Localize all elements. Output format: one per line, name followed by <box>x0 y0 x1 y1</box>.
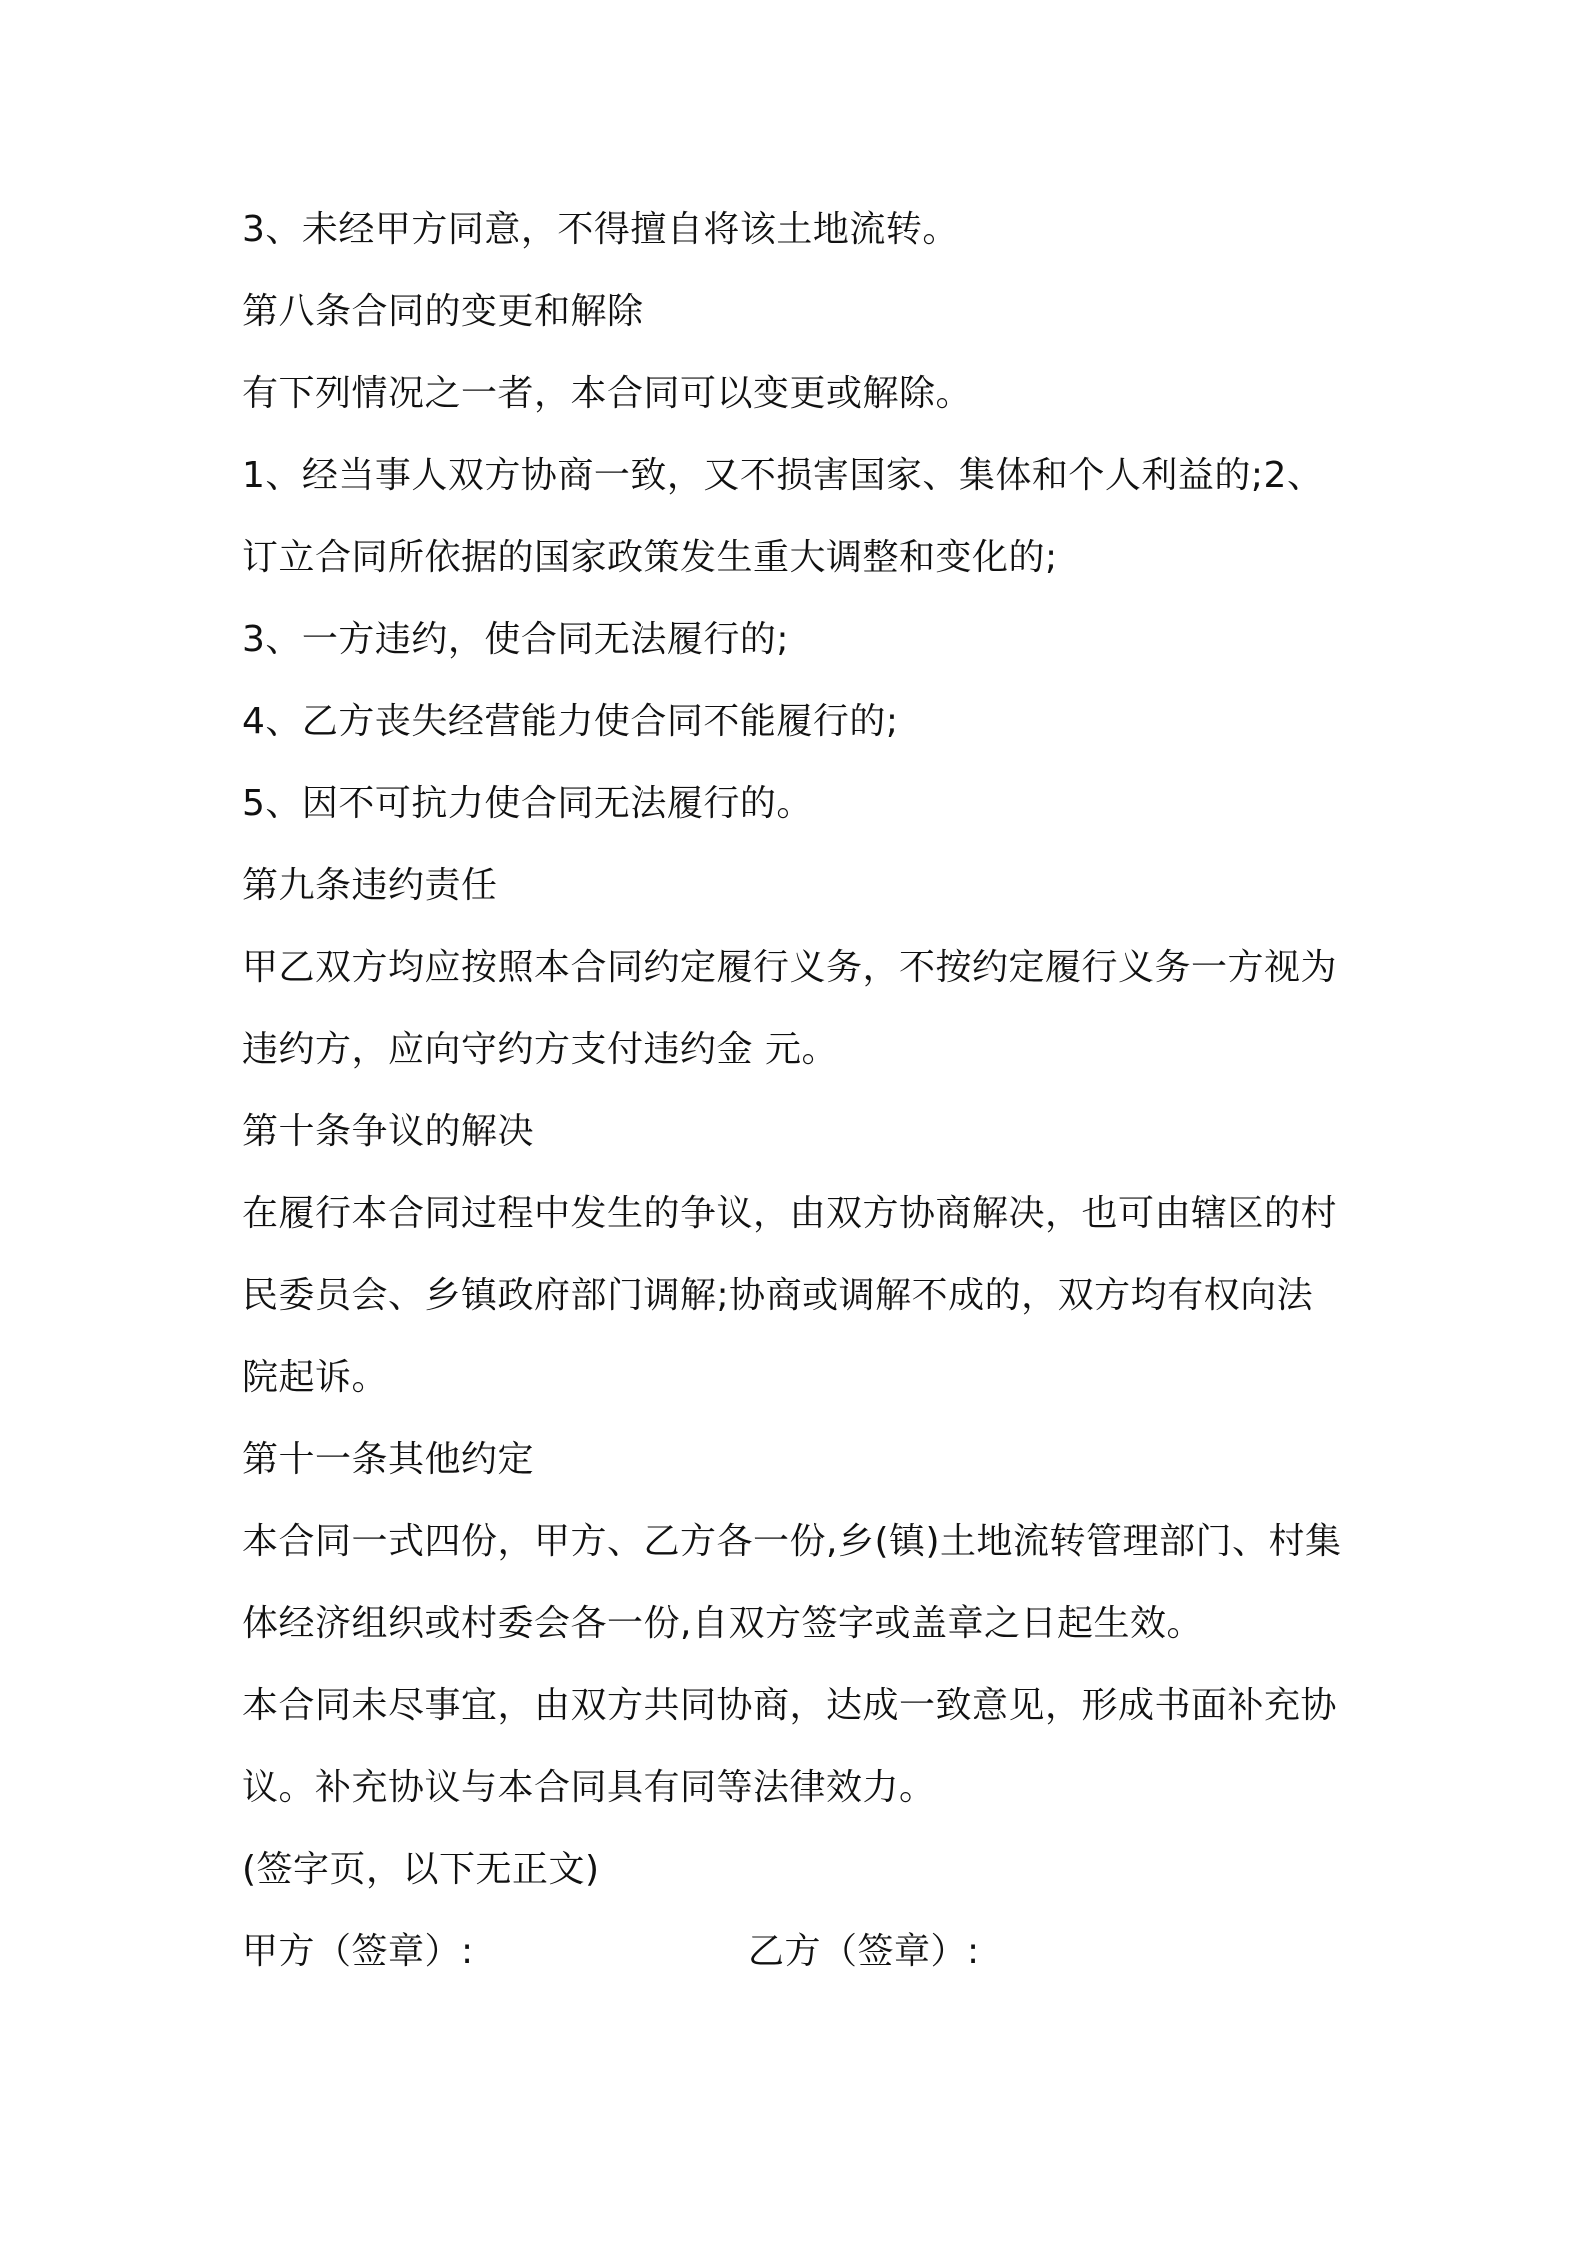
article-8-item-5: 5、因不可抗力使合同无法履行的。 <box>242 783 813 824</box>
article-8-item-2: 订立合同所依据的国家政策发生重大调整和变化的; <box>242 537 1058 578</box>
article-11-text-line-1: 本合同一式四份，甲方、乙方各一份,乡(镇)土地流转管理部门、村集 <box>242 1521 1342 1562</box>
article-11-heading: 第十一条其他约定 <box>242 1439 535 1480</box>
article-8-heading: 第八条合同的变更和解除 <box>242 291 644 332</box>
article-8-intro: 有下列情况之一者，本合同可以变更或解除。 <box>242 373 973 414</box>
article-10-heading: 第十条争议的解决 <box>242 1111 535 1152</box>
article-11-text-line-3: 本合同未尽事宜，由双方共同协商，达成一致意见，形成书面补充协 <box>242 1685 1338 1726</box>
article-10-text-line-3: 院起诉。 <box>242 1357 389 1398</box>
article-8-item-3: 3、一方违约，使合同无法履行的; <box>242 619 790 660</box>
article-10-text-line-2: 民委员会、乡镇政府部门调解;协商或调解不成的，双方均有权向法 <box>242 1275 1314 1316</box>
clause-7-item-3: 3、未经甲方同意，不得擅自将该土地流转。 <box>242 209 959 250</box>
article-9-heading: 第九条违约责任 <box>242 865 498 906</box>
article-8-item-1: 1、经当事人双方协商一致，又不损害国家、集体和个人利益的;2、 <box>242 455 1324 496</box>
article-10-text-line-1: 在履行本合同过程中发生的争议，由双方协商解决，也可由辖区的村 <box>242 1193 1338 1234</box>
article-9-text-line-2: 违约方，应向守约方支付违约金 元。 <box>242 1029 838 1070</box>
party-a-signature-label: 甲方（签章）: <box>242 1931 474 1972</box>
article-9-text-line-1: 甲乙双方均应按照本合同约定履行义务，不按约定履行义务一方视为 <box>242 947 1338 988</box>
article-11-text-line-2: 体经济组织或村委会各一份,自双方签字或盖章之日起生效。 <box>242 1603 1203 1644</box>
article-11-text-line-4: 议。补充协议与本合同具有同等法律效力。 <box>242 1767 936 1808</box>
article-8-item-4: 4、乙方丧失经营能力使合同不能履行的; <box>242 701 899 742</box>
signature-page-note: (签字页，以下无正文) <box>242 1849 600 1890</box>
party-b-signature-label: 乙方（签章）: <box>748 1931 980 1972</box>
